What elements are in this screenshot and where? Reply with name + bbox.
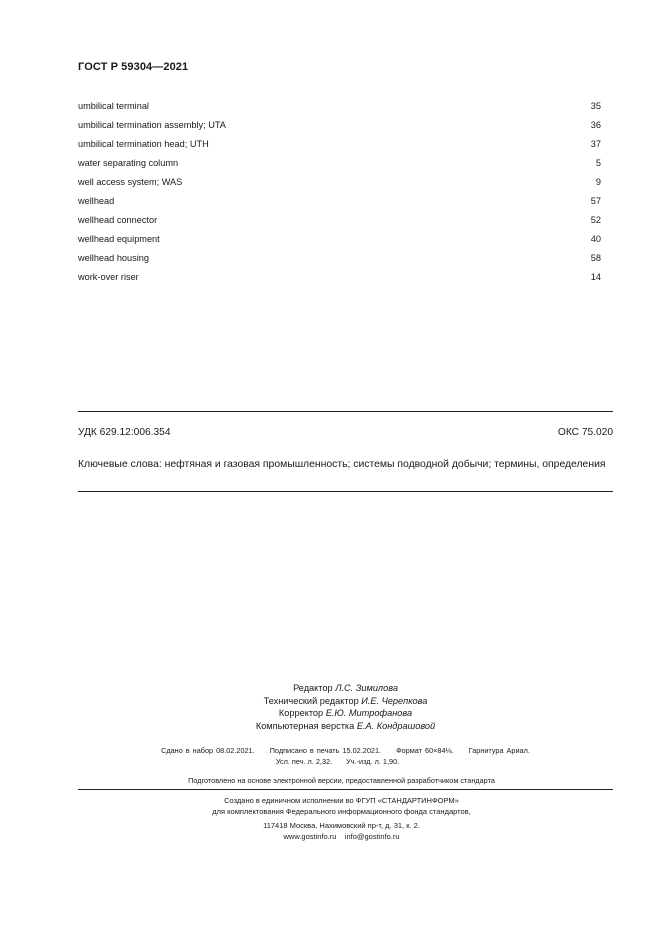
publisher-line-1: Создано в единичном исполнении во ФГУП «СТАНДАРТИНФОРМ» bbox=[224, 796, 459, 805]
index-row bbox=[78, 96, 601, 115]
editor-name: Е.А. Кондрашовой bbox=[356, 720, 436, 731]
index-row bbox=[78, 210, 601, 229]
document-header: ГОСТ Р 59304—2021 bbox=[78, 61, 189, 73]
index-page: 36 bbox=[590, 119, 601, 130]
publisher-email[interactable]: info@gostinfo.ru bbox=[344, 831, 400, 841]
index-term: water separating column bbox=[78, 157, 179, 168]
oks-code: ОКС 75.020 bbox=[557, 427, 613, 438]
index-row bbox=[78, 172, 601, 191]
publisher-website[interactable]: www.gostinfo.ru bbox=[283, 831, 337, 841]
publisher-contacts bbox=[22, 832, 661, 843]
index-term: wellhead bbox=[78, 195, 115, 206]
divider-top bbox=[78, 411, 613, 412]
index-page: 35 bbox=[590, 100, 601, 111]
imprint-format: Формат 60×84⅛. bbox=[396, 746, 454, 755]
index-row bbox=[78, 153, 601, 172]
imprint-submitted: Сдано в набор 08.02.2021. bbox=[161, 746, 255, 755]
editor-role: Редактор bbox=[293, 683, 333, 693]
imprint-typeface: Гарнитура Ариал. bbox=[468, 746, 530, 755]
prepared-note: Подготовлено на основе электронной версии, предоставленной разработчиком стандарта bbox=[188, 776, 495, 785]
index-term: wellhead connector bbox=[78, 214, 158, 225]
index-page: 5 bbox=[595, 157, 601, 168]
editor-name: Л.С. Зимилова bbox=[335, 683, 398, 693]
imprint-signed: Подписано в печать 15.02.2021. bbox=[269, 746, 382, 755]
index-term: umbilical termination assembly; UTA bbox=[78, 119, 226, 130]
index-term: umbilical terminal bbox=[78, 100, 149, 111]
index-row bbox=[78, 229, 601, 248]
index-page: 9 bbox=[595, 176, 601, 187]
term-index bbox=[78, 96, 601, 286]
divider-keywords bbox=[78, 491, 613, 492]
index-page: 40 bbox=[590, 233, 601, 244]
index-term: wellhead equipment bbox=[78, 233, 160, 244]
publisher-line-2: для комплектования Федерального информационного фонда стандартов, bbox=[212, 806, 471, 816]
index-row bbox=[78, 134, 601, 153]
publisher-block bbox=[0, 796, 661, 842]
index-page: 58 bbox=[590, 252, 601, 263]
imprint-line-1 bbox=[0, 745, 661, 756]
divider-bottom bbox=[78, 789, 613, 790]
index-row bbox=[78, 191, 601, 210]
editor-line bbox=[0, 695, 661, 708]
index-page: 52 bbox=[590, 214, 601, 225]
index-page: 57 bbox=[590, 195, 601, 206]
editor-name: Е.Ю. Митрофанова bbox=[325, 708, 413, 718]
index-term: work-over riser bbox=[78, 271, 139, 282]
index-row bbox=[78, 267, 601, 286]
imprint-publ-sheets: Уч.-изд. л. 1,90. bbox=[346, 757, 400, 766]
index-page: 37 bbox=[590, 138, 601, 149]
keywords: Ключевые слова: нефтяная и газовая промышленность; системы подводной добычи; термины, определения bbox=[78, 459, 606, 470]
imprint-block bbox=[0, 745, 661, 767]
editor-role: Технический редактор bbox=[263, 695, 359, 706]
editors-block bbox=[0, 682, 661, 732]
imprint-line-2 bbox=[0, 756, 661, 767]
publisher-address: 117418 Москва, Нахимовский пр-т, д. 31, к. 2. bbox=[263, 821, 420, 830]
editor-role: Корректор bbox=[278, 708, 324, 718]
editor-line bbox=[0, 707, 661, 720]
editor-line bbox=[0, 720, 661, 733]
imprint-print-sheets: Усл. печ. л. 2,32. bbox=[275, 757, 333, 766]
index-term: umbilical termination head; UTH bbox=[78, 138, 209, 149]
index-row bbox=[78, 115, 601, 134]
editor-role: Компьютерная верстка bbox=[255, 720, 355, 731]
editor-name: И.Е. Черепкова bbox=[361, 695, 428, 706]
index-row bbox=[78, 248, 601, 267]
udk-code: УДК 629.12:006.354 bbox=[78, 427, 171, 438]
index-term: well access system; WAS bbox=[78, 176, 183, 187]
editor-line bbox=[0, 682, 661, 695]
index-page: 14 bbox=[590, 271, 601, 282]
index-term: wellhead housing bbox=[78, 252, 150, 263]
